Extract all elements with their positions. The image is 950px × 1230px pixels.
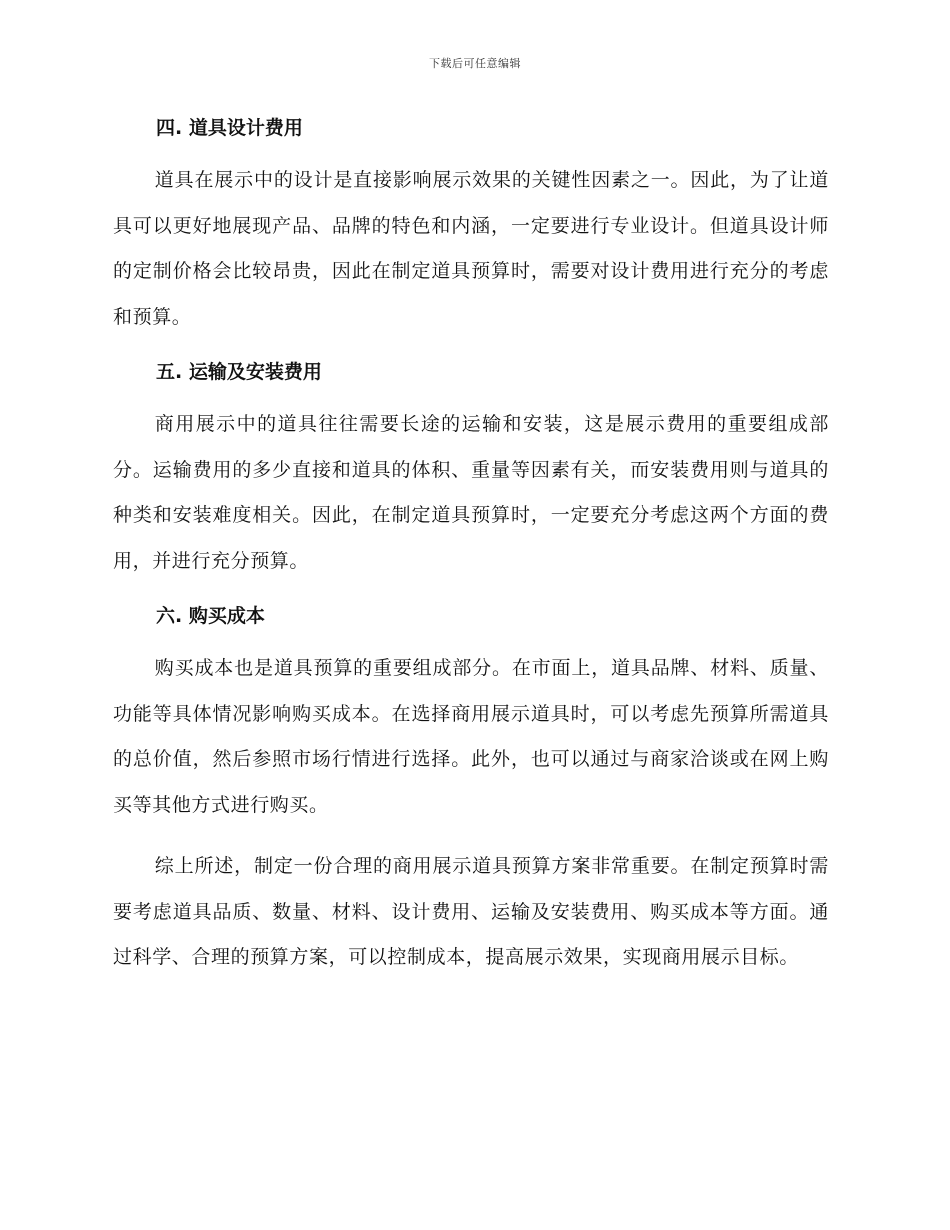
section-paragraph: 购买成本也是道具预算的重要组成部分。在市面上，道具品牌、材料、质量、功能等具体情况影响购买成本。在选择商用展示道具时，可以考虑先预算所需道具的总价值，然后参照市场行情进行选择。此外，也可以通过与商家洽谈或在网上购买等其他方式进行购买。 [113, 657, 829, 816]
section-purchase-cost [113, 600, 829, 828]
section-transport-install-cost [113, 356, 829, 584]
conclusion-paragraph: 综上所述，制定一份合理的商用展示道具预算方案非常重要。在制定预算时需要考虑道具品质、数量、材料、设计费用、运输及安装费用、购买成本等方面。通过科学、合理的预算方案，可以控制成本，提高展示效果，实现商用展示目标。 [113, 855, 829, 968]
section-paragraph: 商用展示中的道具往往需要长途的运输和安装，这是展示费用的重要组成部分。运输费用的多少直接和道具的体积、重量等因素有关，而安装费用则与道具的种类和安装难度相关。因此，在制定道具预算时，一定要充分考虑这两个方面的费用，并进行充分预算。 [113, 413, 829, 572]
section-heading: 六. 购买成本 [156, 605, 265, 627]
section-heading: 五. 运输及安装费用 [156, 361, 322, 383]
page-header-note: 下载后可任意编辑 [429, 57, 521, 70]
section-paragraph: 道具在展示中的设计是直接影响展示效果的关键性因素之一。因此，为了让道具可以更好地展现产品、品牌的特色和内涵，一定要进行专业设计。但道具设计师的定制价格会比较昂贵，因此在制定道具预算时，需要对设计费用进行充分的考虑和预算。 [113, 169, 829, 328]
section-design-cost [113, 112, 829, 340]
document-body [113, 112, 829, 997]
section-heading: 四. 道具设计费用 [156, 117, 303, 139]
